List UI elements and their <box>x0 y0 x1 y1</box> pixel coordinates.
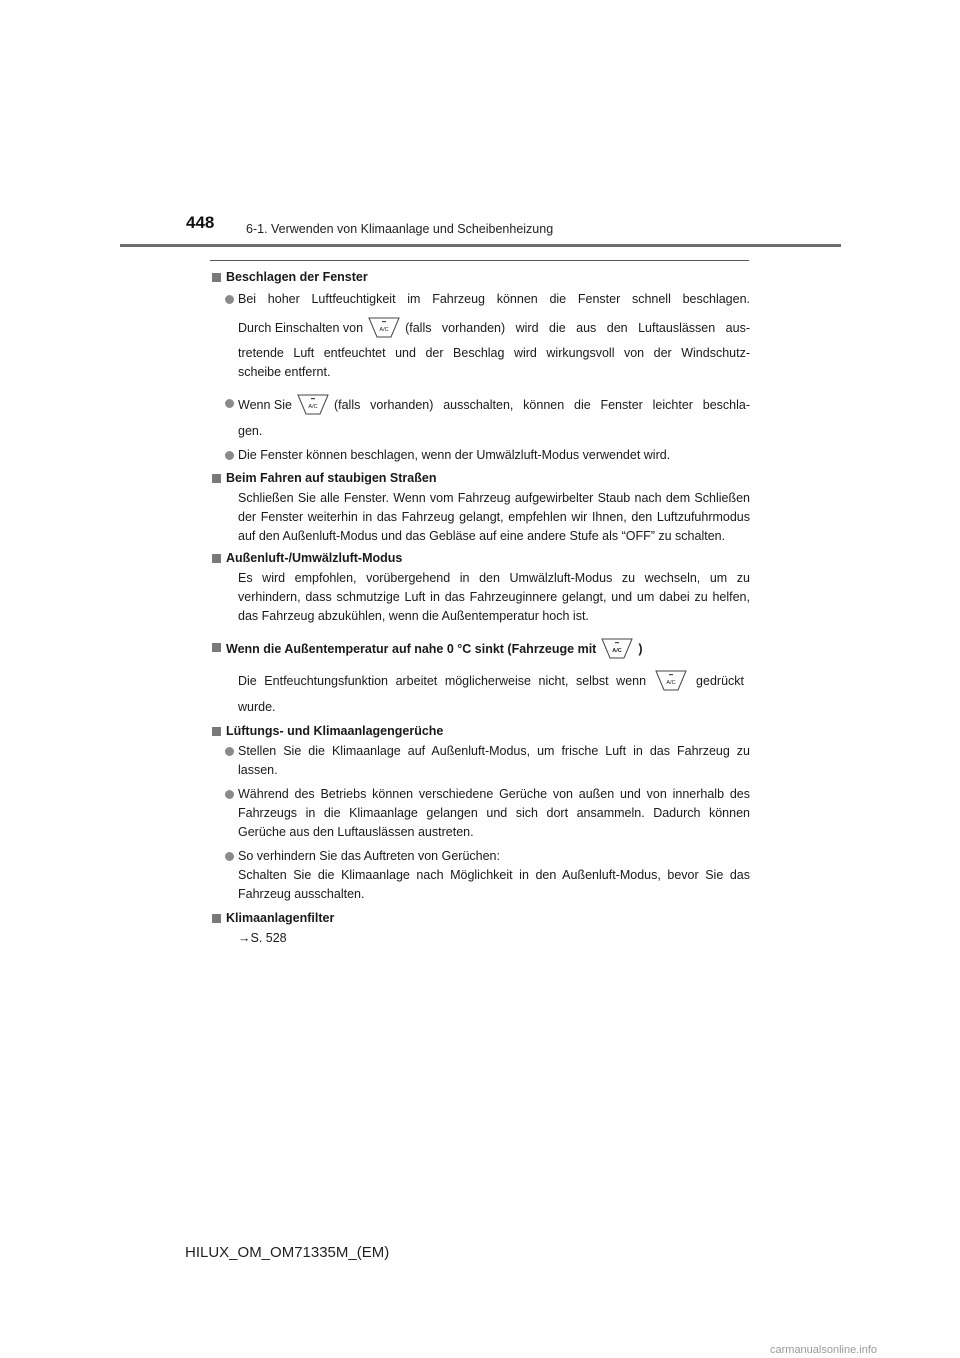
section-heading <box>212 268 750 287</box>
bullet-item <box>212 785 750 842</box>
svg-text:A/C: A/C <box>666 680 676 686</box>
ac-button-icon <box>296 394 330 416</box>
svg-text:A/C: A/C <box>612 648 623 654</box>
ac-button-icon <box>654 670 688 692</box>
section-header: 6-1. Verwenden von Klimaanlage und Scheibenheizung <box>246 222 554 236</box>
bullet-item <box>212 742 750 780</box>
bullet-text: Stellen Sie die Klimaanlage auf Außenluft-Modus, um frische Luft in das Fahrzeug zu lassen. <box>238 744 750 777</box>
page-content <box>212 266 750 948</box>
bullet-text: So verhindern Sie das Auftreten von Gerüchen: <box>238 849 500 863</box>
bullet-text: Die Fenster können beschlagen, wenn der Umwälzluft-Modus verwendet wird. <box>238 448 671 462</box>
square-bullet-icon <box>212 273 221 282</box>
paragraph: Es wird empfohlen, vorübergehend in den Umwälzluft-Modus zu wechseln, um zu verhindern, dass schmutzige Luft in das Fahrzeuginnere gelangt, und um dabei zu helfen, das Fahrzeug abzukühlen, wenn die Außentemperatur hoch ist. <box>238 571 750 623</box>
heading-text: Wenn die Außentemperatur auf nahe 0 °C sinkt (Fahrzeuge mit <box>226 641 597 656</box>
section-heading <box>212 638 750 660</box>
bullet-text: tretende Luft entfeuchtet und der Beschlag wird wirkungsvoll von der Windschutz- <box>238 346 750 360</box>
page-number: 448 <box>186 213 215 232</box>
ac-button-icon <box>367 317 401 339</box>
square-bullet-icon <box>212 914 221 923</box>
round-bullet-icon <box>225 852 234 861</box>
round-bullet-icon <box>225 747 234 756</box>
bullet-item <box>212 847 750 904</box>
bullet-text: Während des Betriebs können verschiedene Gerüche von außen und von innerhalb des Fahrzeugs in die Klimaanlage gelangen und sich dort ansammeln. Dadurch können Gerüche aus den Luftauslässen austreten. <box>238 787 750 839</box>
paragraph: Schließen Sie alle Fenster. Wenn vom Fahrzeug aufgewirbelter Staub nach dem Schließen der Fenster weiterhin in das Fahrzeug gelangt, empfehlen wir Ihnen, den Luftzufuhrmodus auf den Außenluft-Modus und das Gebläse auf eine andere Stufe als “OFF” zu schalten. <box>238 491 750 543</box>
ac-button-icon <box>600 638 634 660</box>
bullet-item: Wenn Sie A/C (falls vorhanden) ausschalten, können die Fenster leichter beschla- gen. <box>212 394 750 441</box>
bullet-item <box>212 446 750 465</box>
bullet-text: scheibe entfernt. <box>238 365 331 379</box>
heading-text: ) <box>638 641 643 656</box>
round-bullet-icon <box>225 399 234 408</box>
svg-text:A/C: A/C <box>308 404 318 410</box>
section-heading <box>212 909 750 928</box>
heading-text: Beschlagen der Fenster <box>226 270 368 284</box>
square-bullet-icon <box>212 554 221 563</box>
header-rule <box>120 244 841 247</box>
heading-text: Außenluft-/Umwälzluft-Modus <box>226 551 403 565</box>
bullet-item <box>212 290 750 382</box>
paragraph: Die Entfeuchtungsfunktion arbeitet möglicherweise nicht, selbst wenn A/C gedrückt <box>212 670 750 692</box>
bullet-text: Schalten Sie die Klimaanlage nach Möglichkeit in den Außenluft-Modus, bevor Sie das Fahrzeug ausschalten. <box>238 868 750 901</box>
watermark: carmanualsonline.info <box>770 1344 878 1356</box>
square-bullet-icon <box>212 643 221 652</box>
heading-text: Klimaanlagenfilter <box>226 911 335 925</box>
bullet-text: Bei hoher Luftfeuchtigkeit im Fahrzeug können die Fenster schnell beschlagen. <box>238 292 750 306</box>
round-bullet-icon <box>225 295 234 304</box>
paragraph: wurde. <box>238 700 276 714</box>
bullet-text: gen. <box>238 424 263 438</box>
round-bullet-icon <box>225 790 234 799</box>
section-heading <box>212 549 750 568</box>
heading-text: Lüftungs- und Klimaanlagengerüche <box>226 724 444 738</box>
document-code: HILUX_OM_OM71335M_(EM) <box>185 1244 390 1261</box>
page-reference-link[interactable]: →S. 528 <box>238 931 287 945</box>
content-divider <box>210 260 749 261</box>
round-bullet-icon <box>225 451 234 460</box>
bullet-text: Durch Einschalten von A/C (falls vorhanden) wird die aus den Luftauslässen aus- <box>238 317 750 339</box>
section-heading <box>212 722 750 741</box>
heading-text: Beim Fahren auf staubigen Straßen <box>226 471 437 485</box>
svg-text:A/C: A/C <box>379 327 389 333</box>
square-bullet-icon <box>212 474 221 483</box>
section-heading <box>212 469 750 488</box>
square-bullet-icon <box>212 727 221 736</box>
